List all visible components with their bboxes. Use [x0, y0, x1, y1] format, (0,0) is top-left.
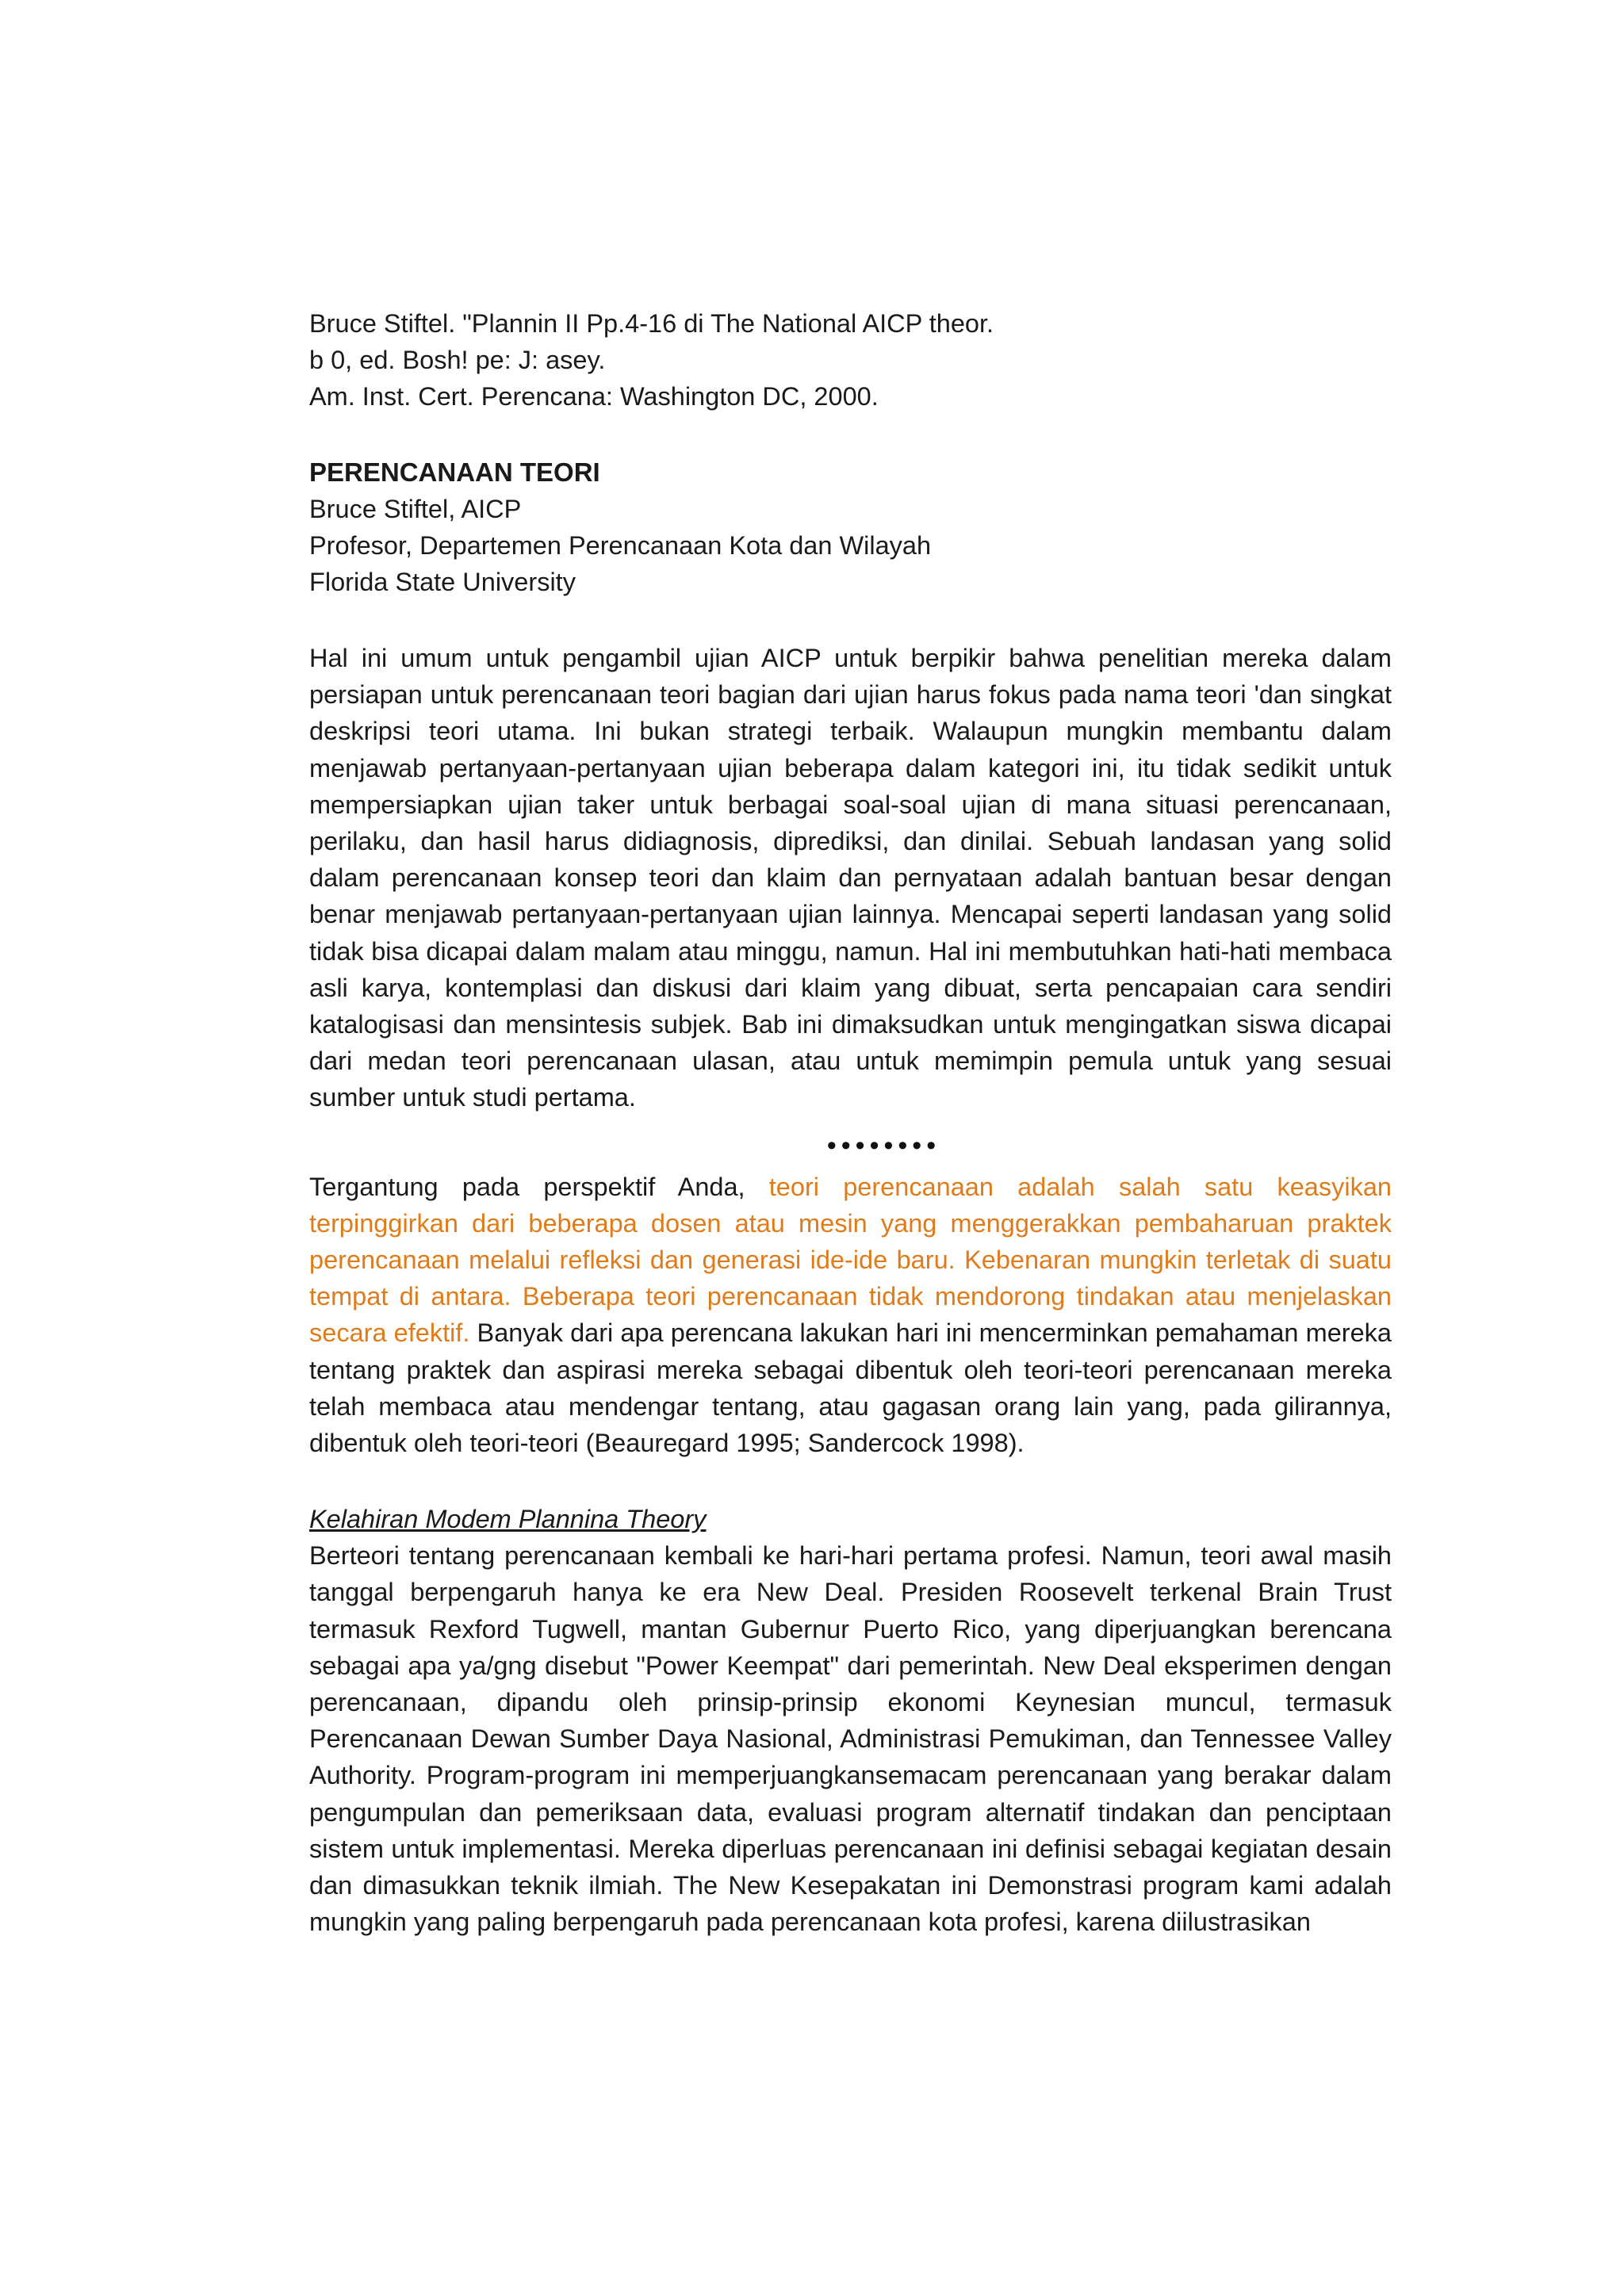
document-body: [309, 305, 1392, 1941]
perspective-highlighted-text: teori perencanaan adalah salah satu keasyikan terpinggirkan dari beberapa dosen atau mesin yang menggerakkan pembaharuan praktek perencanaan melalui refleksi dan generasi ide-ide baru. Kebenaran mungkin terletak di suatu tempat di antara. Beberapa teori perencanaan tidak mendorong tindakan atau menjelaskan secara efektif.: [309, 1172, 1392, 1348]
intro-paragraph: Hal ini umum untuk pengambil ujian AICP untuk berpikir bahwa penelitian mereka dalam persiapan untuk perencanaan teori bagian dari ujian harus fokus pada nama teori 'dan singkat deskripsi teori utama. Ini bukan strategi terbaik. Walaupun mungkin membantu dalam menjawab pertanyaan-pertanyaan ujian beberapa dalam kategori ini, itu tidak sedikit untuk mempersiapkan ujian taker untuk berbagai soal-soal ujian di mana situasi perencanaan, perilaku, dan hasil harus didiagnosis, diprediksi, dan dinilai. Sebuah landasan yang solid dalam perencanaan konsep teori dan klaim dan pernyataan adalah bantuan besar dengan benar menjawab pertanyaan-pertanyaan ujian lainnya. Mencapai seperti landasan yang solid tidak bisa dicapai dalam malam atau minggu, namun. Hal ini membutuhkan hati-hati membaca asli karya, kontemplasi dan diskusi dari klaim yang dibuat, serta pencapaian cara sendiri katalogisasi dan mensintesis subjek. Bab ini dimaksudkan untuk mengingatkan siswa dicapai dari medan teori perencanaan ulasan, atau untuk memimpin pemula untuk yang sesuai sumber untuk studi pertama.: [309, 644, 1392, 1112]
spacer: [309, 600, 1392, 640]
spacer: [309, 415, 1392, 454]
perspective-paragraph: [309, 1169, 1392, 1462]
separator-dots: ••••••••: [826, 1130, 941, 1161]
citation-line-3: Am. Inst. Cert. Perencana: Washington DC, 2000.: [309, 382, 879, 411]
section-paragraph: Berteori tentang perencanaan kembali ke hari-hari pertama profesi. Namun, teori awal masih tanggal berpengaruh hanya ke era New Deal. Presiden Roosevelt terkenal Brain Trust termasuk Rexford Tugwell, mantan Gubernur Puerto Rico, yang diperjuangkan berencana sebagai apa ya/gng disebut "Power Keempat" dari pemerintah. New Deal eksperimen dengan perencanaan, dipandu oleh prinsip-prinsip ekonomi Keynesian muncul, termasuk Perencanaan Dewan Sumber Daya Nasional, Administrasi Pemukiman, dan Tennessee Valley Authority. Program-program ini memperjuangkansemacam perencanaan yang berakar dalam pengumpulan dan pemeriksaan data, evaluasi program alternatif tindakan dan penciptaan sistem untuk implementasi. Mereka diperluas perencanaan ini definisi sebagai kegiatan desain dan dimasukkan teknik ilmiah. The New Kesepakatan ini Demonstrasi program kami adalah mungkin yang paling berpengaruh pada perencanaan kota profesi, karena diilustrasikan: [309, 1541, 1392, 1937]
perspective-lead-text: Tergantung pada perspektif Anda,: [309, 1172, 769, 1201]
article-affiliation-department: Profesor, Departemen Perencanaan Kota dan Wilayah: [309, 531, 932, 560]
perspective-rest-text: Banyak dari apa perencana lakukan hari ini mencerminkan pemahaman mereka tentang praktek dan aspirasi mereka sebagai dibentuk oleh teori-teori perencanaan mereka telah membaca atau mendengar tentang, atau gagasan orang lain yang, pada gilirannya, dibentuk oleh teori-teori (Beauregard 1995; Sandercock 1998).: [309, 1318, 1392, 1458]
section-title: Kelahiran Modem Plannina Theory: [309, 1505, 707, 1534]
citation-line-2: b 0, ed. Bosh! pe: J: asey.: [309, 346, 606, 374]
article-affiliation-university: Florida State University: [309, 568, 576, 596]
article-title: PERENCANAAN TEORI: [309, 457, 600, 487]
spacer: [309, 1461, 1392, 1501]
article-author: Bruce Stiftel, AICP: [309, 495, 522, 523]
citation-line-1: Bruce Stiftel. "Plannin II Pp.4-16 di The National AICP theor.: [309, 309, 994, 338]
section-separator: [309, 1127, 1392, 1164]
